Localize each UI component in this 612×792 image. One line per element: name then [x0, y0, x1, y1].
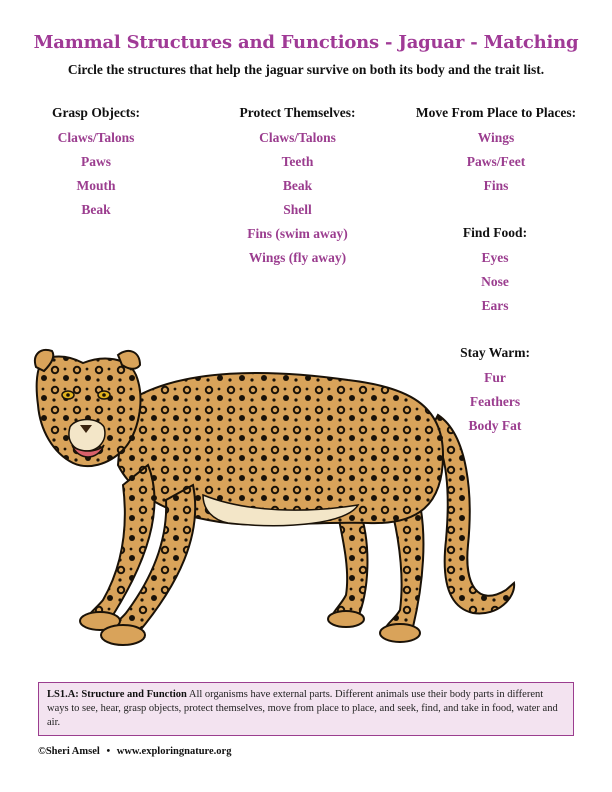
- trait-group-protect-themselves: [225, 104, 370, 270]
- trait-item[interactable]: Fins: [483, 178, 509, 193]
- page-title: Mammal Structures and Functions - Jaguar - Matching: [33, 32, 579, 53]
- trait-heading: Stay Warm:: [460, 345, 530, 360]
- trait-item[interactable]: Beak: [282, 178, 313, 193]
- website-link[interactable]: www.exploringnature.org: [116, 746, 232, 757]
- trait-heading: Grasp Objects:: [51, 105, 141, 120]
- trait-item[interactable]: Eyes: [481, 250, 509, 265]
- trait-heading: Find Food:: [462, 225, 528, 240]
- copyright: ©Sheri Amsel: [38, 746, 100, 757]
- trait-item[interactable]: Claws/Talons: [259, 130, 336, 145]
- trait-group-grasp-objects: [40, 104, 152, 222]
- trait-item[interactable]: Teeth: [281, 154, 314, 169]
- trait-item[interactable]: Wings: [477, 130, 515, 145]
- trait-item[interactable]: Wings (fly away): [248, 250, 347, 265]
- trait-heading: Move From Place to Places:: [415, 105, 577, 120]
- trait-item[interactable]: Paws: [81, 154, 111, 169]
- trait-group-move: [410, 104, 582, 198]
- trait-item[interactable]: Shell: [283, 202, 312, 217]
- standard-code: LS1.A: Structure and Function: [47, 689, 187, 700]
- trait-heading: Protect Themselves:: [239, 105, 356, 120]
- copyright-line: [38, 746, 231, 757]
- trait-item[interactable]: Feathers: [469, 394, 521, 409]
- trait-group-find-food: [440, 224, 550, 318]
- separator: •: [106, 746, 111, 757]
- trait-item[interactable]: Fins (swim away): [247, 226, 348, 241]
- trait-item[interactable]: Body Fat: [468, 418, 522, 433]
- instructions: Circle the structures that help the jaguar survive on both its body and the trait list.: [67, 62, 545, 77]
- trait-item[interactable]: Beak: [81, 202, 111, 217]
- trait-item[interactable]: Paws/Feet: [466, 154, 526, 169]
- trait-item[interactable]: Fur: [484, 370, 506, 385]
- trait-item[interactable]: Mouth: [76, 178, 116, 193]
- standard-box: [38, 682, 574, 736]
- standard-text: All organisms have external parts. Different animals use their body parts in different ways to see, hear, grasp objects, protect themselves, move from place to place, and seek, find, and take in food, water and air.: [47, 689, 558, 728]
- trait-item[interactable]: Ears: [481, 298, 509, 313]
- trait-item[interactable]: Claws/Talons: [57, 130, 135, 145]
- jaguar-illustration[interactable]: [28, 345, 528, 665]
- trait-item[interactable]: Nose: [481, 274, 509, 289]
